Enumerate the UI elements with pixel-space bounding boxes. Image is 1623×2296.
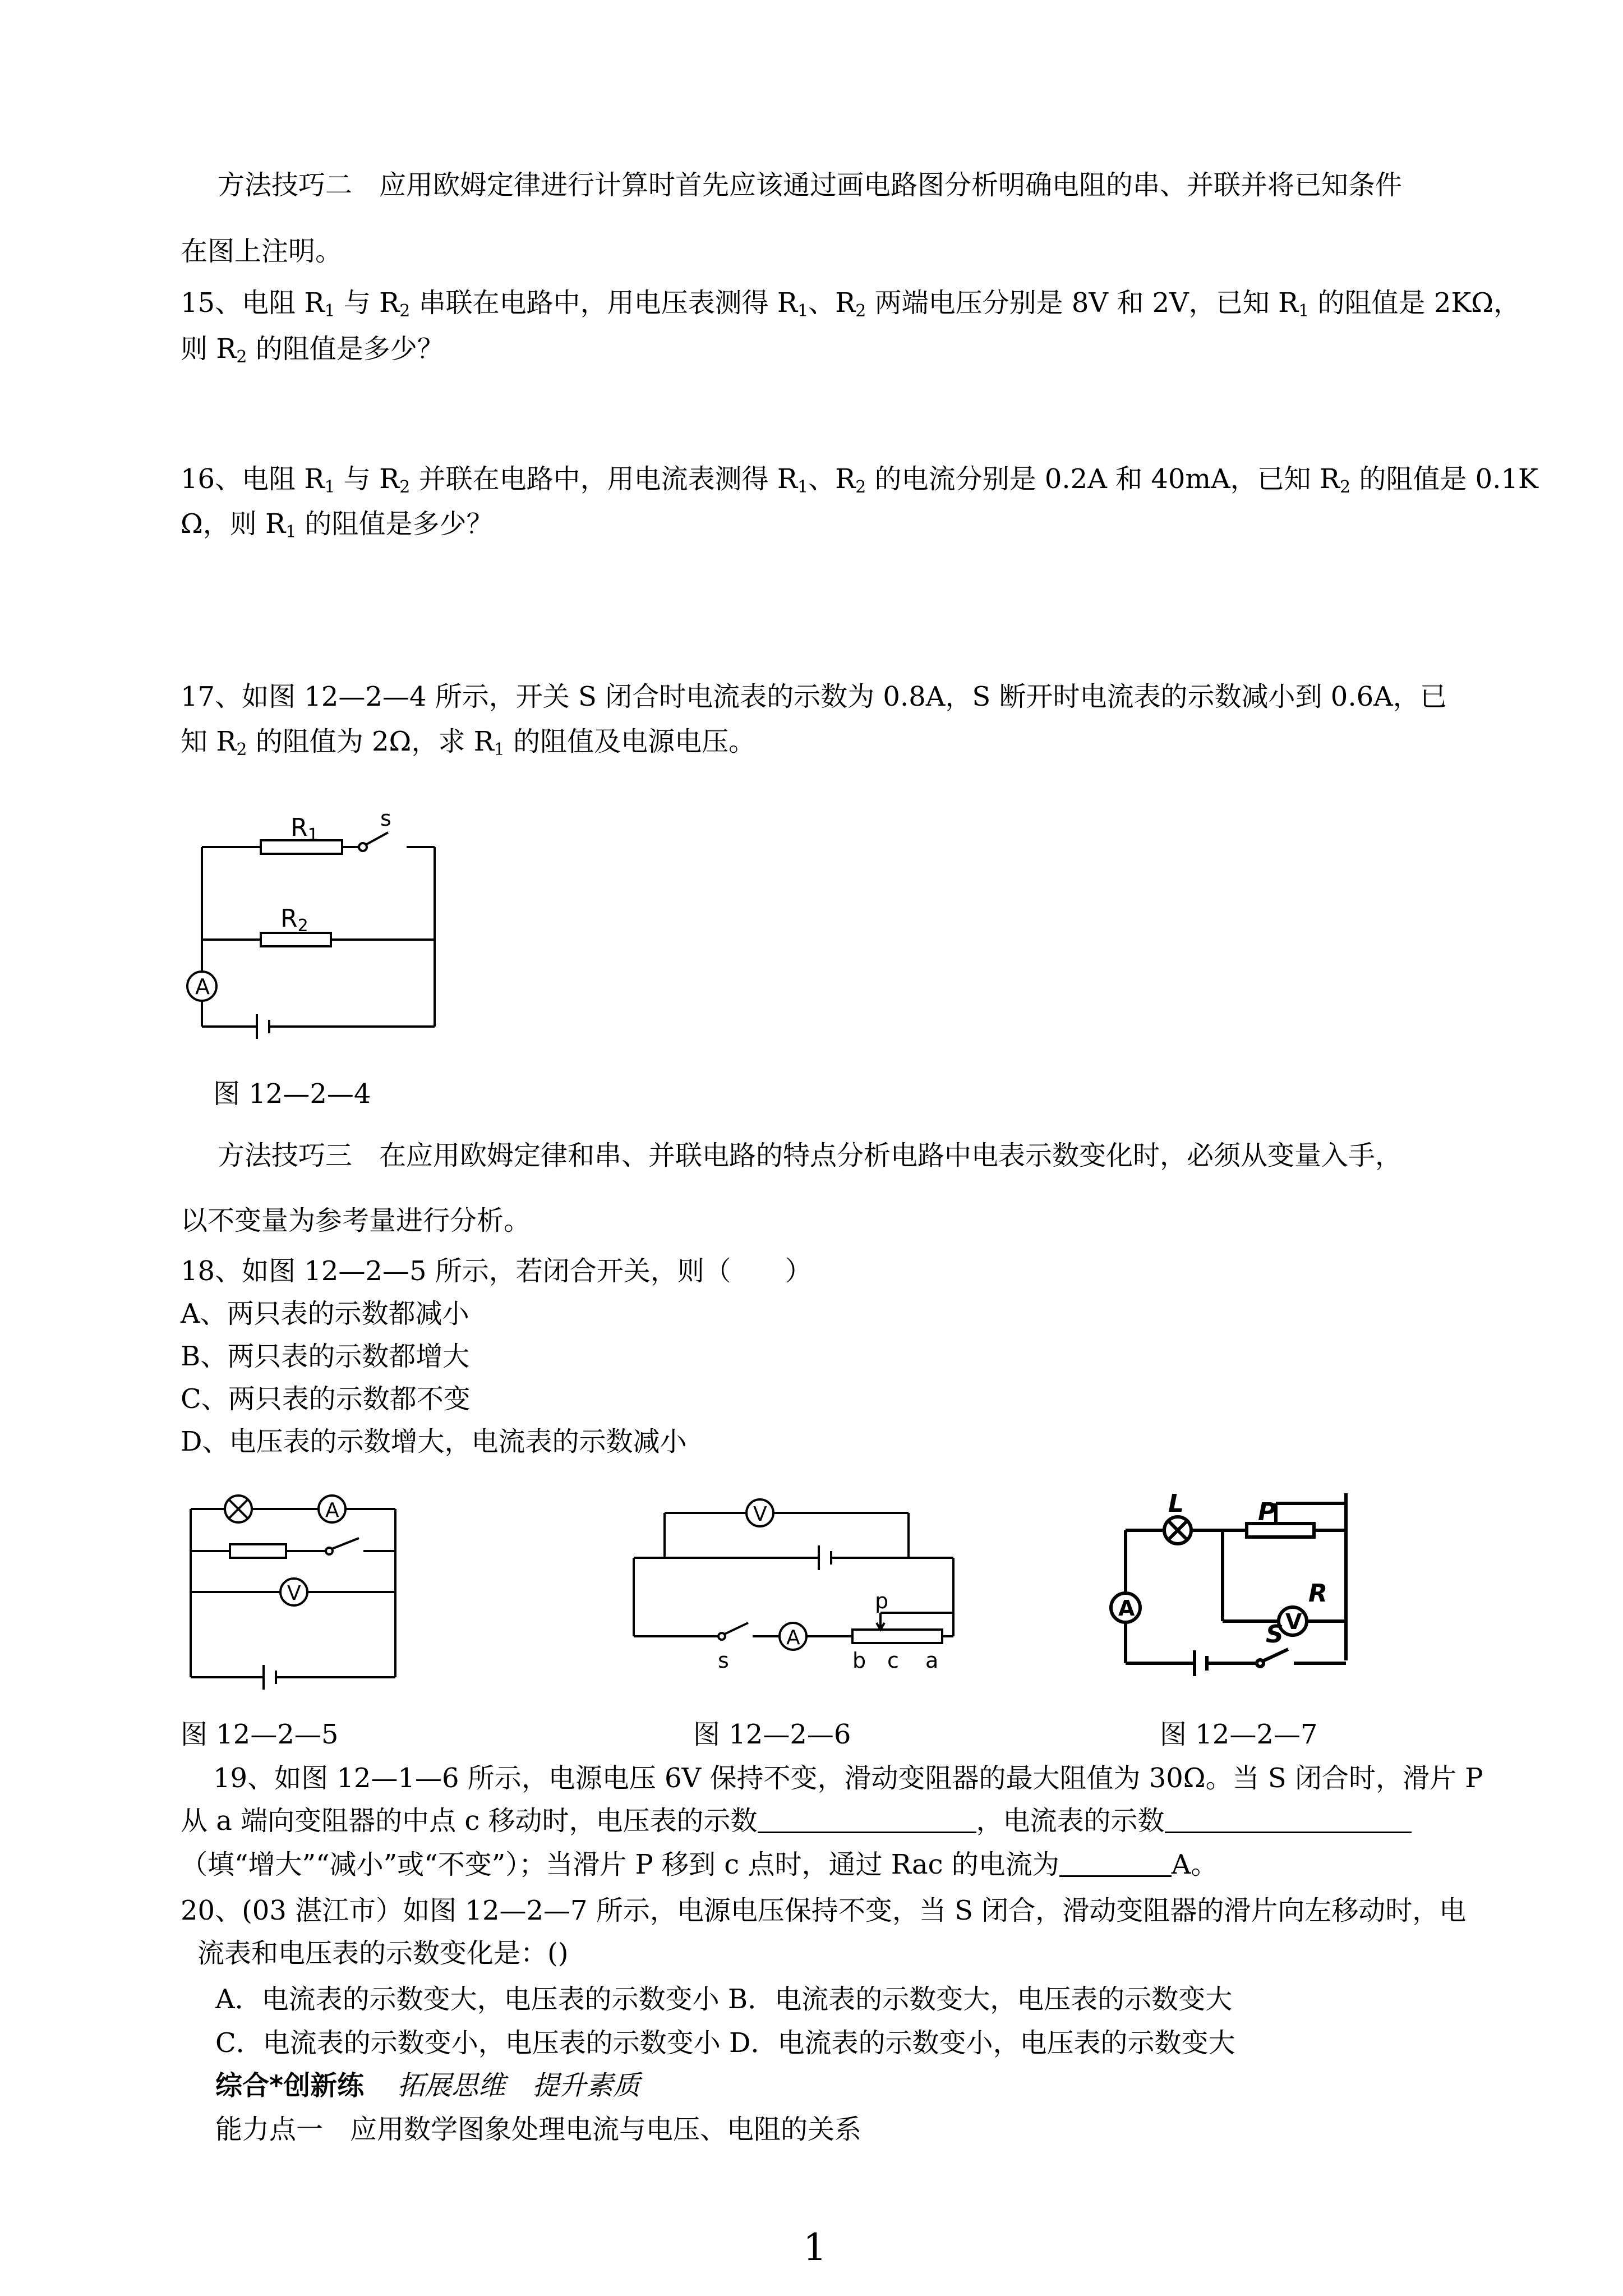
q20-options-ab: A．电流表的示数变大，电压表的示数变小 B．电流表的示数变大，电压表的示数变大 xyxy=(215,1984,1233,2015)
circuit-diagram-fig7 xyxy=(1096,1487,1360,1688)
q17-line1: 17、如图 12—2—4 所示，开关 S 闭合时电流表的示数为 0.8A，S 断开时电流表的示数减小到 0.6A，已 xyxy=(181,681,1447,712)
q18-option-d: D、电压表的示数增大，电流表的示数减小 xyxy=(181,1426,687,1457)
q16-line1: 16、电阻 $R_1$ 与 $R_2$ 并联在电路中，用电流表测得 $R_1$、$R_2$ 的电流分别是 0.2A 和 40mA，已知 $R_2$ 的阻值是 0.1K xyxy=(181,463,1538,497)
resistor-r2 xyxy=(261,933,331,946)
q19-line1: 19、如图 12—1—6 所示，电源电压 6V 保持不变，滑动变阻器的最大阻值为 30Ω。当 S 闭合时，滑片 P xyxy=(213,1763,1483,1794)
q15-line1: 15、电阻 $R_1$ 与 $R_2$ 串联在电路中，用电压表测得 $R_1$、$R_2$ 两端电压分别是 8V 和 2V，已知 $R_1$ 的阻值是 2KΩ， xyxy=(181,287,1521,321)
section-heading: 综合*创新练 拓展思维 提升素质 xyxy=(215,2070,640,2101)
q17-line2: 知 $R_2$ 的阻值为 2Ω，求 $R_1$ 的阻值及电源电压。 xyxy=(181,726,756,760)
switch-s-blade xyxy=(366,832,388,845)
method2-line2: 在图上注明。 xyxy=(181,236,343,267)
label-s-fig6: s xyxy=(718,1648,729,1673)
q15-line2: 则 $R_2$ 的阻值是多少？ xyxy=(181,333,444,367)
label-ammeter-fig4: A xyxy=(195,974,210,999)
fig5-caption: 图 12—2—5 xyxy=(181,1719,339,1750)
rheostat-fig7 xyxy=(1247,1524,1314,1537)
method3-line2: 以不变量为参考量进行分析。 xyxy=(181,1205,531,1236)
rheostat-fig6 xyxy=(852,1630,942,1643)
switch-contact-fig5 xyxy=(326,1548,333,1554)
q19-blank-current[interactable] xyxy=(1059,1848,1172,1877)
label-s-fig7: S xyxy=(1266,1620,1284,1649)
q18-option-c: C、两只表的示数都不变 xyxy=(181,1383,471,1415)
circuit-diagram-fig5 xyxy=(185,1487,409,1688)
method2-line1: 方法技巧二 应用欧姆定律进行计算时首先应该通过画电路图分析明确电阻的串、并联并将已知条件 xyxy=(218,169,1403,201)
q20-options-cd: C．电流表的示数变小，电压表的示数变小 D．电流表的示数变小，电压表的示数变大 xyxy=(215,2027,1235,2059)
label-l-fig7: L xyxy=(1168,1489,1184,1518)
q18-option-a: A、两只表的示数都减小 xyxy=(181,1298,469,1329)
method3-line1: 方法技巧三 在应用欧姆定律和串、并联电路的特点分析电路中电表示数变化时，必须从变量入手， xyxy=(218,1140,1403,1171)
label-r2: R2 xyxy=(280,904,308,936)
fig7-caption: 图 12—2—7 xyxy=(1160,1719,1318,1750)
label-p-fig7: P xyxy=(1258,1498,1276,1526)
label-r-fig7: R xyxy=(1308,1579,1327,1608)
circuit-diagram-fig6 xyxy=(628,1489,976,1680)
switch-blade-fig7 xyxy=(1263,1649,1288,1661)
q16-line2: Ω，则 $R_1$ 的阻值是多少？ xyxy=(181,508,494,542)
resistor-fig5 xyxy=(230,1544,286,1558)
q20-line2: 流表和电压表的示数变化是：() xyxy=(197,1938,569,1969)
q19-line3: （填“增大”“减小”或“不变”）；当滑片 P 移到 c 点时，通过 Rac 的电流为 A。 xyxy=(181,1849,1218,1880)
label-c-fig6: c xyxy=(887,1648,899,1673)
fig4-caption: 图 12—2—4 xyxy=(213,1078,371,1110)
switch-contact-fig6 xyxy=(718,1633,725,1640)
q20-line1: 20、(03 湛江市）如图 12—2—7 所示，电源电压保持不变，当 S 闭合，滑动变阻器的滑片向左移动时，电 xyxy=(181,1895,1467,1926)
circuit-diagram-fig4 xyxy=(179,791,449,1038)
label-r1: R1 xyxy=(291,813,319,845)
switch-contact-fig7 xyxy=(1257,1660,1264,1667)
q18-option-b: B、两只表的示数都增大 xyxy=(181,1341,470,1372)
q19-blank-ammeter[interactable] xyxy=(1165,1805,1412,1833)
resistor-r1 xyxy=(261,840,342,854)
label-voltmeter-fig6: V xyxy=(753,1503,767,1526)
label-voltmeter-fig7: V xyxy=(1285,1609,1302,1634)
label-a-fig6: a xyxy=(925,1648,939,1673)
q18-stem: 18、如图 12—2—5 所示，若闭合开关，则（ ） xyxy=(181,1255,812,1287)
q19-line2: 从 a 端向变阻器的中点 c 移动时，电压表的示数 ，电流表的示数 xyxy=(181,1804,1412,1838)
label-b-fig6: b xyxy=(852,1648,866,1673)
fig6-caption: 图 12—2—6 xyxy=(693,1719,851,1750)
label-p-fig6: p xyxy=(875,1589,889,1613)
label-ammeter-fig6: A xyxy=(786,1626,800,1649)
label-voltmeter-fig5: V xyxy=(287,1582,301,1605)
page-number: 1 xyxy=(803,2226,827,2269)
label-ammeter-fig5: A xyxy=(325,1499,339,1522)
label-s: s xyxy=(380,806,391,831)
ability-point-1: 能力点一 应用数学图象处理电流与电压、电阻的关系 xyxy=(215,2114,862,2145)
q19-blank-voltmeter[interactable] xyxy=(758,1805,976,1833)
switch-blade-fig5 xyxy=(332,1538,359,1549)
label-ammeter-fig7: A xyxy=(1118,1596,1135,1621)
switch-blade-fig6 xyxy=(725,1623,748,1634)
